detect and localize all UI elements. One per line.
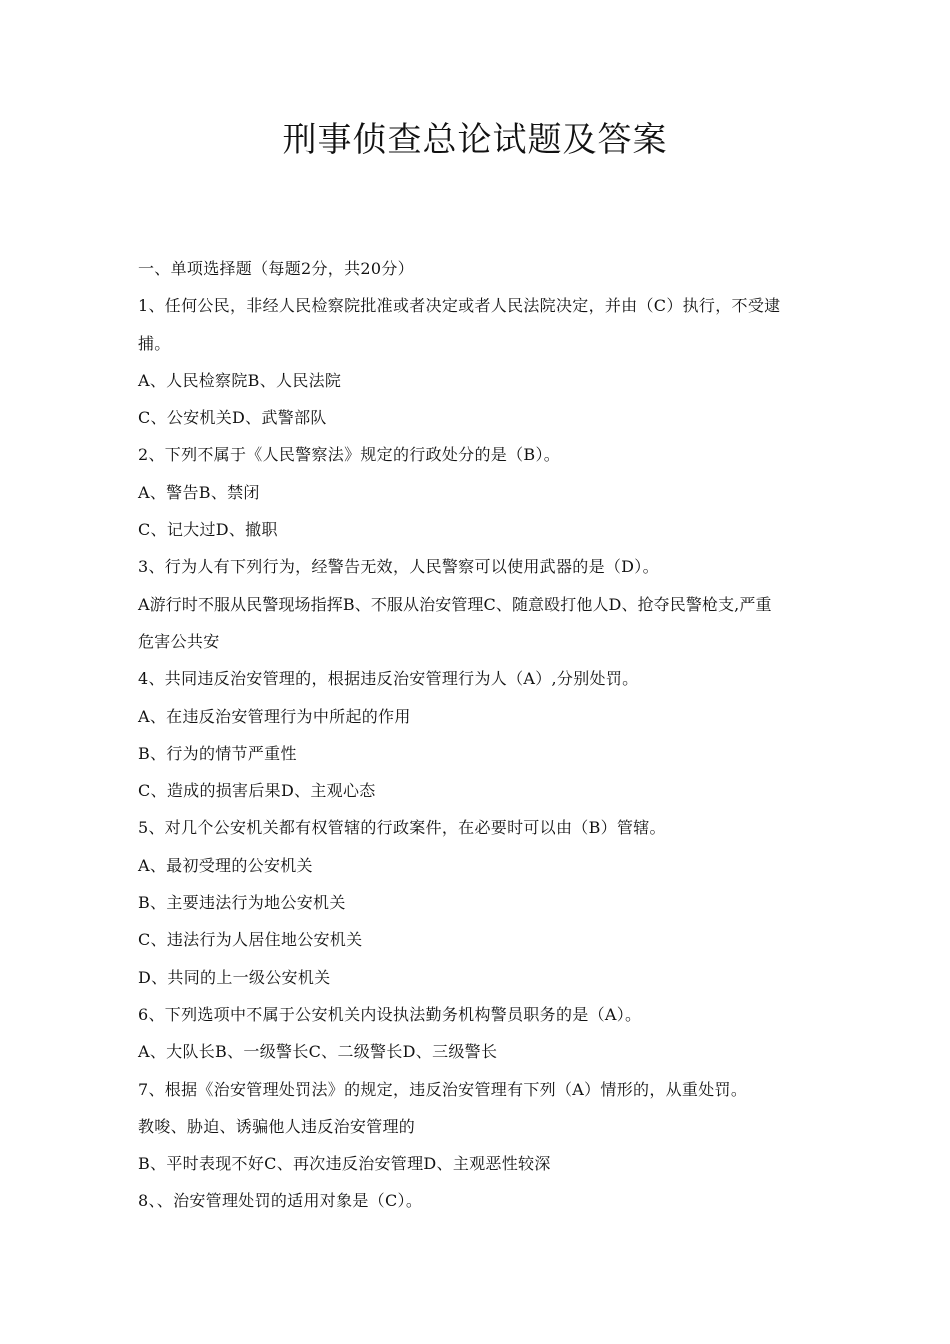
question-4-option-a: A、在违反治安管理行为中所起的作用 <box>138 706 411 726</box>
section-heading: 一、单项选择题（每题2分，共20分） <box>138 259 414 278</box>
question-4-text: 4、共同违反治安管理的，根据违反治安管理行为人（A）,分别处罚。 <box>138 669 639 689</box>
question-3-options: A游行时不服从民警现场指挥B、不服从治安管理C、随意殴打他人D、抢夺民警枪支,严重 <box>138 594 772 614</box>
document-title: 刑事侦查总论试题及答案 <box>282 120 668 160</box>
question-8-text: 8、、治安管理处罚的适用对象是（C）。 <box>138 1191 423 1211</box>
question-1-text-continued: 捕。 <box>138 333 171 353</box>
question-2-options-ab: A、警告B、禁闭 <box>138 482 260 502</box>
question-5-option-a: A、最初受理的公安机关 <box>138 855 313 875</box>
question-7-option-a: 教唆、胁迫、诱骗他人违反治安管理的 <box>138 1116 416 1136</box>
question-5-option-d: D、共同的上一级公安机关 <box>138 967 331 987</box>
question-1-options-ab: A、人民检察院B、人民法院 <box>138 370 342 390</box>
question-6-options: A、大队长B、一级警长C、二级警长D、三级警长 <box>138 1042 498 1062</box>
question-5-option-c: C、违法行为人居住地公安机关 <box>138 930 363 950</box>
question-7-options-bcd: B、平时表现不好C、再次违反治安管理D、主观恶性较深 <box>138 1154 551 1174</box>
question-2-text: 2、下列不属于《人民警察法》规定的行政处分的是（B）。 <box>138 445 561 465</box>
question-3-options-continued: 危害公共安 <box>138 631 220 651</box>
question-6-text: 6、下列选项中不属于公安机关内设执法勤务机构警员职务的是（A）。 <box>138 1004 642 1024</box>
question-2-options-cd: C、记大过D、撤职 <box>138 520 278 540</box>
question-5-option-b: B、主要违法行为地公安机关 <box>138 893 346 913</box>
question-1-options-cd: C、公安机关D、武警部队 <box>138 408 327 428</box>
question-7-text: 7、根据《治安管理处罚法》的规定，违反治安管理有下列（A）情形的，从重处罚。 <box>138 1079 748 1099</box>
question-4-options-cd: C、造成的损害后果D、主观心态 <box>138 781 376 801</box>
question-3-text: 3、行为人有下列行为，经警告无效，人民警察可以使用武器的是（D）。 <box>138 557 659 577</box>
question-1-text: 1、任何公民，非经人民检察院批准或者决定或者人民法院决定，并由（C）执行，不受逮 <box>138 296 781 316</box>
document-body <box>138 250 818 1220</box>
question-4-option-b: B、行为的情节严重性 <box>138 743 297 763</box>
question-5-text: 5、对几个公安机关都有权管辖的行政案件，在必要时可以由（B）管辖。 <box>138 818 666 838</box>
